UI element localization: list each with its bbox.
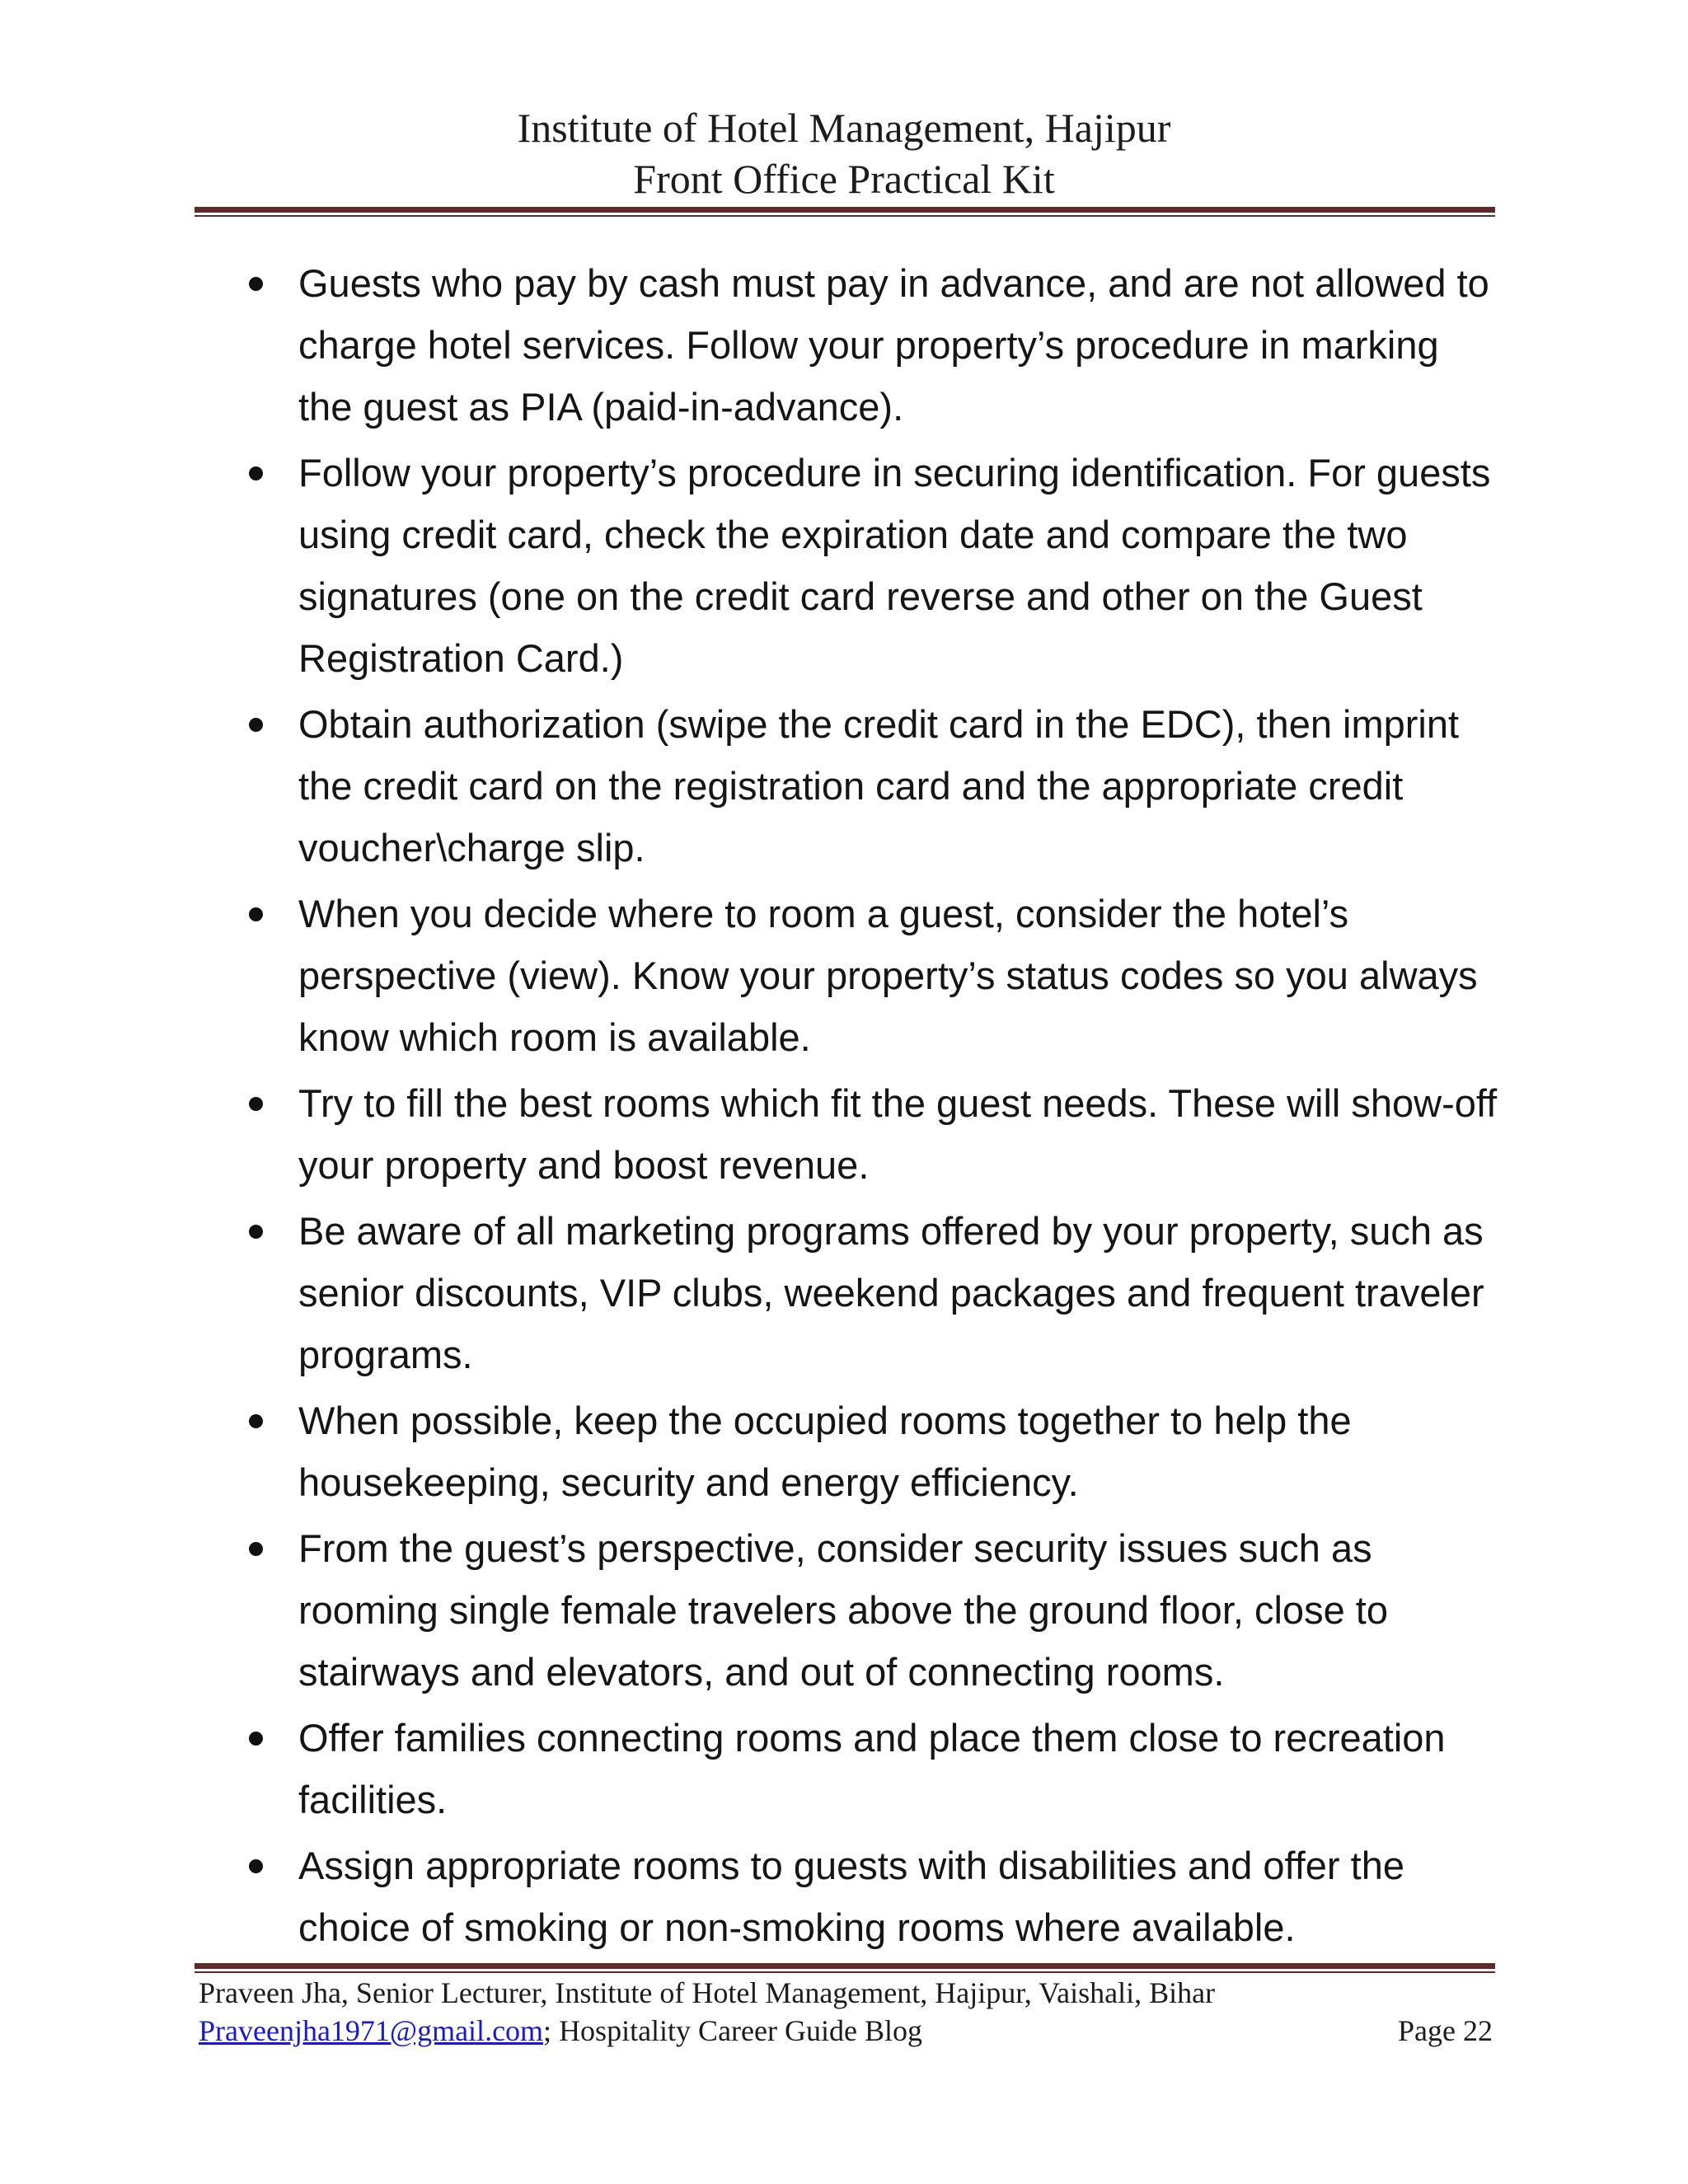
list-item: Follow your property’s procedure in securing identification. For guests using credit card, check the expiration date and compare the two signatures (one on the credit card reverse and other on the Guest Registration Card.) [247,442,1500,689]
email-link[interactable]: Praveenjha1971@gmail.com [199,2014,544,2047]
list-item: Offer families connecting rooms and place them close to recreation facilities. [247,1707,1500,1830]
main-content [247,252,1500,1962]
list-item: Guests who pay by cash must pay in advance, and are not allowed to charge hotel services. Follow your property’s procedure in marking the guest as PIA (paid-in-advance). [247,252,1500,438]
bullet-icon [249,1859,263,1873]
list-item: When possible, keep the occupied rooms together to help the housekeeping, security and energy efficiency. [247,1390,1500,1513]
header-rule [195,207,1495,217]
bullet-icon [249,1542,263,1556]
list-item: When you decide where to room a guest, consider the hotel’s perspective (view). Know your property’s status codes so you always know which room is available. [247,883,1500,1068]
footer-author: Praveen Jha, Senior Lecturer, Institute of Hotel Management, Hajipur, Vaishali, Bihar [199,1976,1216,2009]
bullet-icon [249,466,263,480]
footer-contact-row [199,2012,1493,2050]
bullet-icon [249,907,263,921]
footer-blog: Hospitality Career Guide Blog [559,2014,922,2047]
page-header [0,102,1688,204]
header-kit-title: Front Office Practical Kit [633,156,1055,202]
list-item: Obtain authorization (swipe the credit card in the EDC), then imprint the credit card on the registration card and the appropriate credit voucher\charge slip. [247,693,1500,879]
bullet-list [247,252,1500,1958]
bullet-icon [249,1732,263,1746]
bullet-icon [249,1225,263,1239]
header-institute: Institute of Hotel Management, Hajipur [517,105,1171,151]
bullet-icon [249,1097,263,1111]
list-item: Try to fill the best rooms which fit the guest needs. These will show-off your property and boost revenue. [247,1072,1500,1196]
list-item: From the guest’s perspective, consider security issues such as rooming single female travelers above the ground floor, close to stairways and elevators, and out of connecting rooms. [247,1517,1500,1703]
list-item: Assign appropriate rooms to guests with disabilities and offer the choice of smoking or non-smoking rooms where available. [247,1835,1500,1958]
footer-rule [195,1963,1495,1973]
footer-contact [199,2012,922,2050]
bullet-icon [249,1414,263,1428]
bullet-icon [249,277,263,291]
page-number: Page 22 [1398,2014,1493,2047]
bullet-icon [249,718,263,732]
page-footer [199,1974,1493,2050]
footer-separator: ; [543,2014,560,2047]
list-item: Be aware of all marketing programs offered by your property, such as senior discounts, VIP clubs, weekend packages and frequent traveler programs. [247,1200,1500,1385]
